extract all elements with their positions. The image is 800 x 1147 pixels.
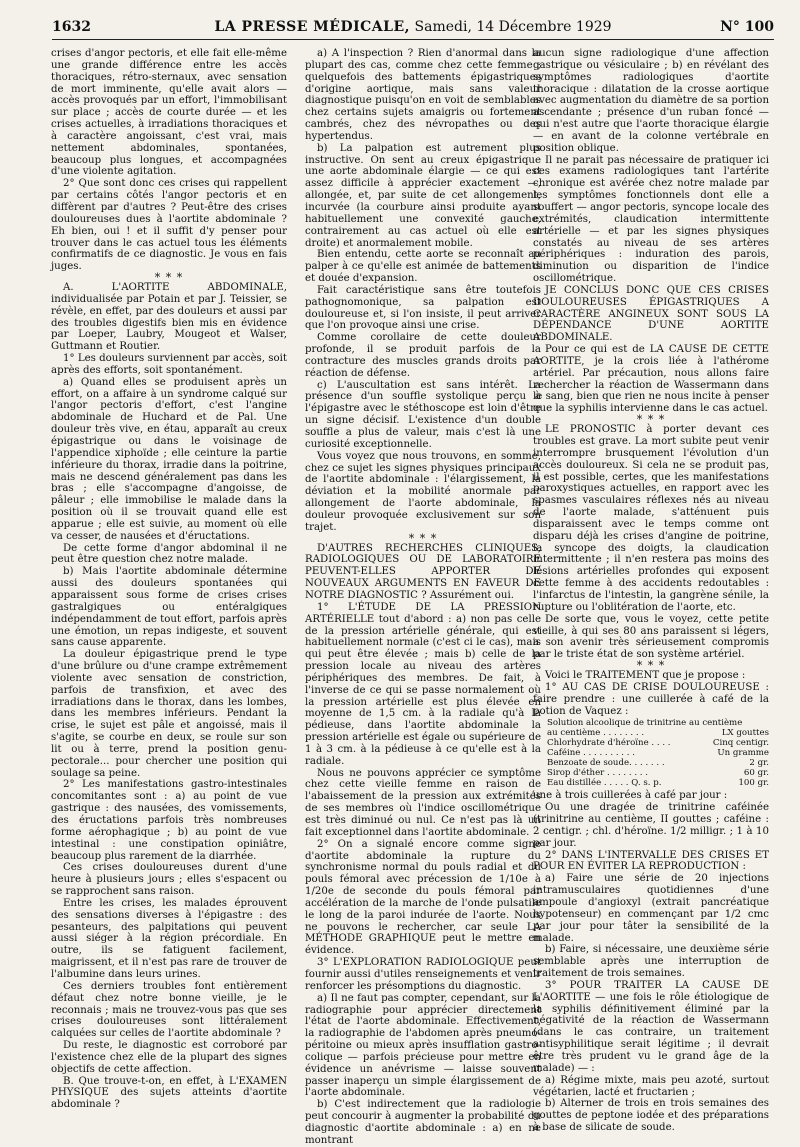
paragraph: b) Mais l'aortite abdominale détermine aussi des douleurs spontanées qui apparaissent sous forme de crises crises gastralgiques ou entéralgiques indépendamment de tout effort, parfois après une émotion, un repas indigeste, et souvent sans cause apparente. <box>51 566 287 649</box>
paragraph: Pour ce qui est de LA CAUSE DE CETTE AORTITE, je la crois liée à l'athérome artériel. Par précaution, nous allons faire rechercher la réaction de Wassermann dans le sang, bien que rien ne nous incite à penser que la syphilis intervienne dans le cas actuel. <box>533 344 769 415</box>
dose: 60 gr. <box>743 768 769 779</box>
ingredient: au centième . . . . . . . . <box>547 728 645 739</box>
paragraph: Vous voyez que nous trouvons, en somme, chez ce sujet les signes physiques principaux de l'aortite abdominale : l'élargissement, la déviation et la mobilité anormale par allongement de l'aorte abdominale, la douleur provoquée exclusivement sur son trajet. <box>305 450 541 533</box>
section-separator: * * * <box>636 659 666 673</box>
section-separator: * * * <box>408 531 438 545</box>
paragraph: JE CONCLUS DONC QUE CES CRISES DOULOUREUSES ÉPIGASTRIQUES A CARACTÈRE ANGINEUX SONT SOUS LA DÉPENDANCE D'UNE AORTITE ABDOMINALE. <box>533 284 769 344</box>
paragraph: Du reste, le diagnostic est corroboré par l'existence chez elle de la plupart des signes objectifs de cette affection. <box>51 1040 287 1075</box>
paragraph: a) Régime mixte, mais peu azoté, surtout végétarien, lacté et fructarien ; <box>533 1074 769 1098</box>
paragraph: Ces derniers troubles font entièrement défaut chez notre bonne vieille, je le reconnais ; mais ne trouvez-vous pas que ses crises douloureuses sont littéralement calquées sur celles de l'aortite abdominale ? <box>51 980 287 1040</box>
paragraph: B. Que trouve-t-on, en effet, à L'EXAMEN PHYSIQUE des sujets atteints d'aortite abdominale ? <box>51 1075 287 1111</box>
paragraph: LE PRONOSTIC à porter devant ces troubles est grave. La mort subite peut venir interrompre brusquement l'évolution d'un accès douloureux. Si cela ne se produit pas, il est possible, certes, que les manifestations paroxystiques actuelles, en rapport avec les spasmes vasculaires réflexes nés au niveau de l'aorte malade, s'atténuent puis disparaissent avec le temps comme ont disparu déjà les crises d'angine de poitrine, la syncope des doigts, la claudication intermittente ; il n'en restera pas moins des lésions artérielles profondes qui exposent cette femme à des accidents redoutables : l'infarctus de l'intestin, la gangrène sénile, la rupture ou l'oblitération de l'aorte, etc. <box>533 424 769 613</box>
prescription-row <box>547 728 769 738</box>
ingredient: Chlorhydrate d'héroïne . . . . <box>547 738 671 749</box>
prescription-row <box>547 758 769 768</box>
paragraph: 1° Les douleurs surviennent par accès, soit après des efforts, soit spontanément. <box>51 353 287 376</box>
paragraph: De sorte que, vous le voyez, cette petite vieille, à qui ses 80 ans paraissent si légers, a son avenir très sérieusement compromis par le triste état de son système artériel. <box>533 613 769 661</box>
ingredient: Solution alcoolique de trinitrine au centième <box>547 718 743 729</box>
text-column-middle <box>305 48 541 1146</box>
prescription-row <box>547 718 769 728</box>
section-separator: * * * <box>636 413 666 427</box>
paragraph: b) La palpation est autrement plus instructive. On sent au creux épigastrique une aorte abdominale élargie — ce qui est assez difficile à apprécier exactement —, allongée, et, par suite de cet allongement, incurvée (la courbure ainsi produite ayant habituellement une convexité gauche, contrairement au cas actuel où elle est droite) et anormalement mobile. <box>305 142 541 249</box>
paragraph: a) Quand elles se produisent après un effort, on a affaire à un syndrome calqué sur l'angor pectoris d'effort, c'est l'angine abdominale de Huchard et de Pal. Une douleur très vive, en étau, apparaît au creux épigastrique ou dans le voisinage de l'appendice xiphoïde ; elle ceinture la partie inférieure du thorax, irradie dans la poitrine, mais ne descend généralement pas dans les bras ; elle s'accompagne d'angoisse, de pâleur ; elle immobilise le malade dans la position où il se trouvait quand elle est apparue ; elle est suivie, au moment où elle va cesser, de nausées et d'éructations. <box>51 376 287 542</box>
paragraph: Ces crises douloureuses durent d'une heure à plusieurs jours ; elles s'espacent ou se rapprochent sans raison. <box>51 862 287 898</box>
paragraph: b) Faire, si nécessaire, une deuxième série semblable après une interruption de traitement de trois semaines. <box>533 944 769 980</box>
dose: Cinq centigr. <box>712 738 769 749</box>
paragraph: Ou une dragée de trinitrine caféinée (trinitrine au centième, II gouttes ; caféine : 2 centigr. ; chl. d'héroïne. 1/2 milligr. ; 1 à 10 par jour. <box>533 802 769 849</box>
ingredient: Benzoate de soude. . . . . . . <box>547 758 665 769</box>
paragraph: c) L'auscultation est sans intérêt. La présence d'un souffle systolique perçu à l'épigastre avec le stéthoscope est loin d'être un signe décisif. L'existence d'un double souffle a plus de valeur, mais c'est là une curiosité exceptionnelle. <box>305 379 541 450</box>
page-header <box>52 17 774 40</box>
paragraph: b) C'est indirectement que la radiologie peut concourir à augmenter la probabilité du diagnostic d'aortite abdominale : a) en ne montrant <box>305 1099 541 1146</box>
ingredient: Eau distillée . . . . . Q. s. p. <box>547 778 662 789</box>
dose <box>765 718 769 728</box>
prescription-table <box>547 718 769 788</box>
paragraph: crises d'angor pectoris, et elle fait elle-même une grande différence entre les accès thoraciques, rétro-sternaux, avec sensation de mort imminente, qu'elle avait alors — accès provoqués par un effort, l'immobilisant sur place ; accès de courte durée — et les crises actuelles, à irradiations thoraciques et à caractère angoissant, c'est vrai, mais nettement abdominales, spontanées, beaucoup plus longues, et accompagnées d'une violente agitation. <box>51 48 287 178</box>
paragraph: a) Faire une série de 20 injections intramusculaires quotidiennes d'une ampoule d'angioxyl (extrait pancréatique hypotenseur) en commençant par 1/2 cmc par jour pour tâter la sensibilité de la malade. <box>533 873 769 944</box>
ingredient: Sirop d'éther . . . . . . . . <box>547 768 648 779</box>
prescription-row <box>547 748 769 758</box>
paragraph: La douleur épigastrique prend le type d'une brûlure ou d'une crampe extrêmement violente avec sensation de constriction, parfois de transfixion, et avec des irradiations dans le thorax, dans les lombes, dans les membres inférieurs. Pendant la crise, le sujet est pâle et angoissé, mais il s'agite, se courbe en deux, se roule sur son lit ou à terre, prend la position genu-pectorale... pour chercher une position qui soulage sa peine. <box>51 649 287 779</box>
dose: 100 gr. <box>738 778 769 789</box>
running-title <box>52 19 774 35</box>
paragraph: 1° AU CAS DE CRISE DOULOUREUSE : faire prendre : une cuillerée à café de la potion de Vaquez : <box>533 681 769 717</box>
paragraph: aucun signe radiologique d'une affection gastrique ou vésiculaire ; b) en révélant des symptômes radiologiques d'aortite thoracique : dilatation de la crosse aortique avec augmentation du diamètre de sa portion ascendante ; présence d'un ruban foncé — qui n'est autre que l'aorte thoracique élargie — en avant de la colonne vertébrale en position oblique. <box>533 48 769 154</box>
journal-title: LA PRESSE MÉDICALE, <box>214 19 411 35</box>
paragraph: b) Alterner de trois en trois semaines des gouttes de peptone iodée et des préparations à base de silicate de soude. <box>533 1098 769 1134</box>
paragraph: 3° POUR TRAITER LA CAUSE DE L'AORTITE — une fois le rôle étiologique de la syphilis définitivement éliminé par la négativité de la réaction de Wassermann (dans le cas contraire, un traitement antisyphilitique serait légitime ; il devrait être très prudent vu le grand âge de la malade) — : <box>533 979 769 1074</box>
paragraph: 2° On a signalé encore comme signe d'aortite abdominale la rupture du synchronisme normal du pouls radial et du pouls fémoral avec précession de 1/10e à 1/20e de seconde du pouls fémoral par accélération de la marche de l'onde pulsatile le long de la paroi indurée de l'aorte. Nous ne pouvons le rechercher, car seule LA MÉTHODE GRAPHIQUE peut le mettre en évidence. <box>305 838 541 957</box>
paragraph: 1° L'ÉTUDE DE LA PRESSION ARTÉRIELLE tout d'abord : a) non pas celle de la pression artérielle générale, qui est habituellement normale (c'est ci le cas), mais qui peut être élevée ; mais b) celle de la pression locale au niveau des artères périphériques des membres. De fait, à l'inverse de ce qui se passe normalement où la pression artérielle est plus élevée en moyenne de 1,5 cm. à la radiale qu'à la pédieuse, dans l'aortite abdominale la pression artérielle est égale ou supérieure de 1 à 3 cm. à la pédieuse à ce qu'elle est à la radiale. <box>305 601 541 767</box>
paragraph: 2° DANS L'INTERVALLE DES CRISES ET POUR EN ÉVITER LA REPRODUCTION : <box>533 849 769 873</box>
paragraph: Voici le TRAITEMENT que je propose : <box>545 670 746 682</box>
prescription-row <box>547 738 769 748</box>
paragraph: a) A l'inspection ? Rien d'anormal dans la plupart des cas, comme chez cette femme ; quelquefois des battements épigastriques d'origine aortique, mais sans valeur diagnostique puisqu'on en voit de semblables chez certains sujets amaigris ou fortement cambrés, chez des névropathes ou des hypertendus. <box>305 48 541 142</box>
paragraph: 2° Les manifestations gastro-intestinales concomitantes sont : a) au point de vue gastrique : des nausées, des vomissements, des éructations parfois très nombreuses forme aérophagique ; b) au point de vue intestinal : une constipation opiniâtre, beaucoup plus rarement de la diarrhée. <box>51 779 287 862</box>
dose: LX gouttes <box>721 728 769 739</box>
page-number: 1632 <box>52 19 91 35</box>
section-separator: * * * <box>154 271 184 285</box>
dose: Un gramme <box>717 748 769 759</box>
paragraph: Bien entendu, cette aorte se reconnaît au palper à ce qu'elle est animée de battements et douée d'expansion. <box>305 249 541 285</box>
paragraph: A. L'AORTITE ABDOMINALE, individualisée par Potain et par J. Teissier, se révèle, en effet, par des douleurs et aussi par des troubles digestifs bien mis en évidence par Loeper, Laubry, Mougeot et Walser, Guttmann et Routier. <box>51 282 287 353</box>
paragraph: D'AUTRES RECHERCHES CLINIQUES, RADIOLOGIQUES OU DE LABORATOIRE PEUVENT-ELLES APPORTER DE NOUVEAUX ARGUMENTS EN FAVEUR DE NOTRE DIAGNOSTIC ? Assurément oui. <box>305 542 541 601</box>
issue-date: Samedi, 14 Décembre 1929 <box>414 19 612 35</box>
paragraph: Il ne parait pas nécessaire de pratiquer ici ces examens radiologiques tant l'artérite chronique est avérée chez notre malade par les symptômes fonctionnels dont elle a souffert — angor pectoris, syncope locale des extrémités, claudication intermittente artérielle — et par les signes physiques constatés au niveau de ses artères périphériques : induration des parois, diminution ou disparition de l'indice oscillométrique. <box>533 154 769 285</box>
paragraph: une à trois cuillerées à café par jour : <box>533 790 728 802</box>
text-column-left <box>51 48 287 1111</box>
paragraph: a) Il ne faut pas compter, cependant, sur la radiographie pour apprécier directement l'état de l'aorte abdominale. Effectivement, la radiographie de l'abdomen après pneumo-péritoine ou mieux après insufflation gastro-colique — parfois précieuse pour mettre en évidence un anévrisme — laisse souvent passer inaperçu un simple élargissement de l'aorte abdominale. <box>305 992 541 1099</box>
paragraph: De cette forme d'angor abdominal il ne peut être question chez notre malade. <box>51 542 287 566</box>
text-column-right <box>533 48 769 1134</box>
prescription-row <box>547 768 769 778</box>
ingredient: Caféine . . . . . . . . . . <box>547 748 635 759</box>
issue-number: N° 100 <box>720 19 774 35</box>
prescription-row <box>547 778 769 788</box>
paragraph: Comme corollaire de cette douleur profonde, il se produit parfois de la contracture des muscles grands droits par réaction de défense. <box>305 332 541 379</box>
paragraph: Nous ne pouvons apprécier ce symptôme chez cette vieille femme en raison de l'abaissement de la pression aux extrémités de ses membres où l'indice oscillométrique est très diminué ou nul. Ce n'est pas là un fait exceptionnel dans l'aortite abdominale. <box>305 767 541 838</box>
paragraph: Fait caractéristique sans être toutefois pathognomonique, sa palpation est douloureuse et, si l'on insiste, il peut arriver que l'on provoque ainsi une crise. <box>305 284 541 332</box>
dose: 2 gr. <box>749 758 769 769</box>
paragraph: Entre les crises, les malades éprouvent des sensations diverses à l'épigastre : des pesanteurs, des palpitations qui peuvent aussi siéger à la région précordiale. En outre, ils se fatiguent facilement, maigrissent, et il n'est pas rare de trouver de l'albumine dans leurs urines. <box>51 897 287 980</box>
paragraph: 3° L'EXPLORATION RADIOLOGIQUE peut fournir aussi d'utiles renseignements et venir renforcer les présomptions du diagnostic. <box>305 957 541 992</box>
paragraph: 2° Que sont donc ces crises qui rappellent par certains côtés l'angor pectoris et en diffèrent par d'autres ? Peut-être des crises douloureuses dues à l'aortite abdominale ? Eh bien, oui ! et il suffit d'y penser pour trouver dans le cas actuel tous les éléments confirmatifs de ce diagnostic. Je vous en fais juges. <box>51 178 287 273</box>
